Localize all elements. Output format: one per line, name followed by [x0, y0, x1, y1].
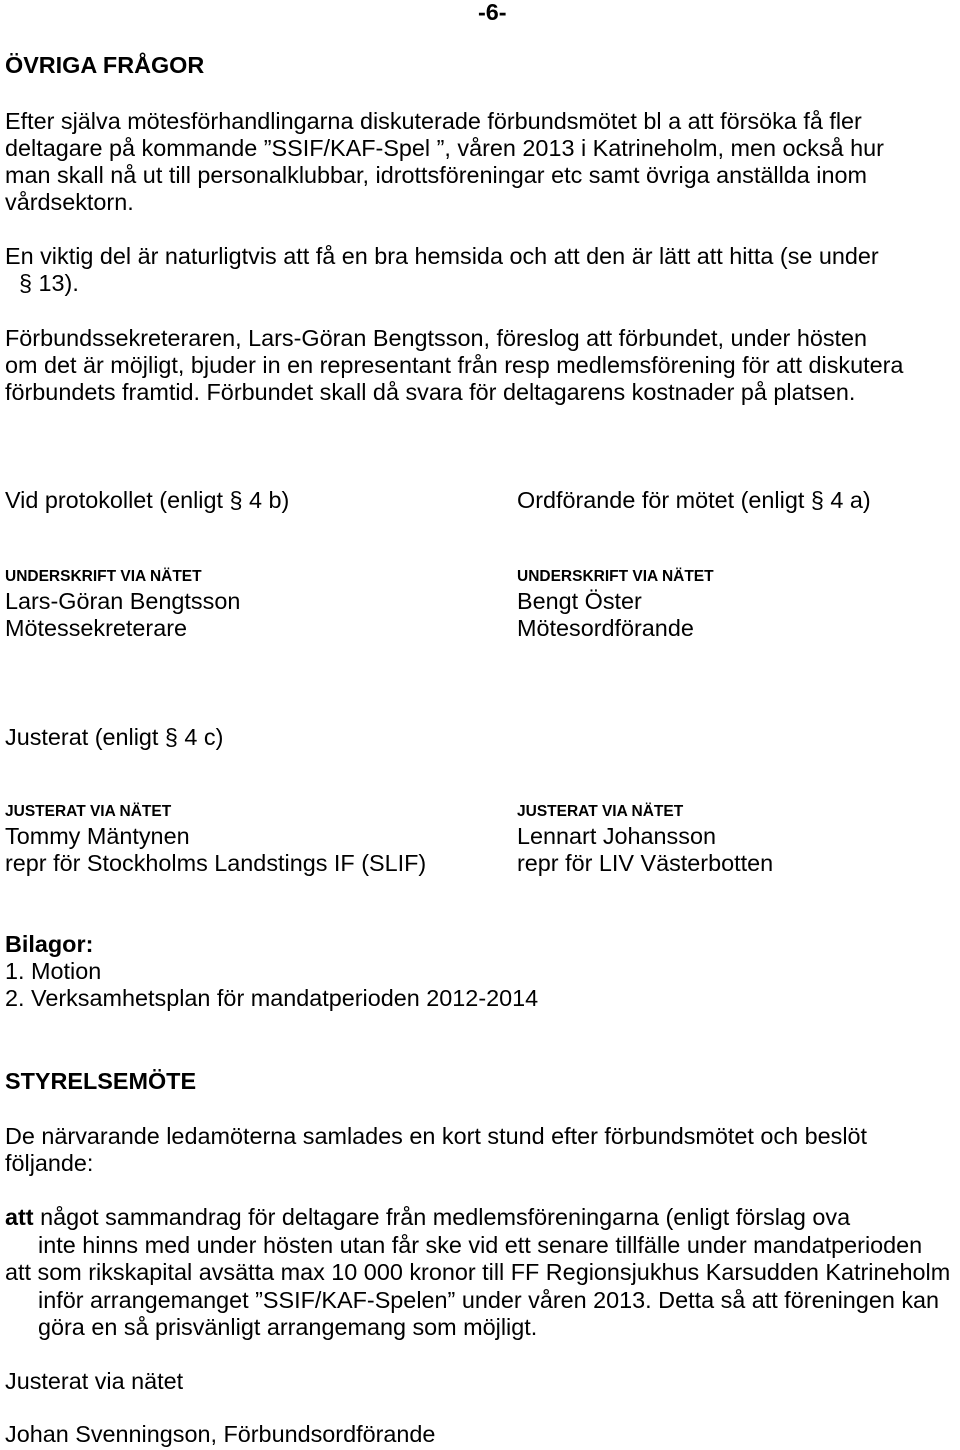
- attachments-heading: Bilagor:: [5, 931, 94, 957]
- signatory: Johan Svenningson, Förbundsordförande: [5, 1421, 436, 1447]
- decision-first-line: [5, 1204, 950, 1232]
- paragraph: [5, 243, 879, 297]
- paragraph-line: Efter själva mötesförhandlingarna diskuterade förbundsmötet bl a att försöka få fler: [5, 108, 862, 134]
- adjusted-note: Justerat via nätet: [5, 1368, 184, 1394]
- signature-label-chair: Ordförande för mötet (enligt § 4 a): [517, 487, 871, 513]
- decision-text: något sammandrag för deltagare från medlemsföreningarna (enligt förslag ova: [40, 1204, 851, 1230]
- adjuster-role: repr för Stockholms Landstings IF (SLIF): [5, 850, 427, 876]
- decision-continuation: inför arrangemanget ”SSIF/KAF-Spelen” under våren 2013. Detta så att föreningen kan: [38, 1286, 940, 1313]
- decision-list: [5, 1204, 950, 1342]
- paragraph: [5, 325, 903, 406]
- decision-item: [5, 1204, 950, 1259]
- attachments: [5, 931, 538, 1012]
- signature-block-chair: [517, 588, 694, 642]
- paragraph-line: om det är möjligt, bjuder in en representant från resp medlemsförening för att diskutera: [5, 352, 904, 378]
- board-intro: [5, 1123, 867, 1177]
- paragraph-line: deltagare på kommande ”SSIF/KAF-Spel ”, våren 2013 i Katrineholm, men också hur: [5, 135, 884, 161]
- paragraph-line: Förbundssekreteraren, Lars-Göran Bengtsson, föreslog att förbundet, under hösten: [5, 325, 868, 351]
- section-heading-other-questions: ÖVRIGA FRÅGOR: [5, 52, 205, 78]
- paragraph-line: följande:: [5, 1150, 94, 1176]
- decision-continuation: inte hinns med under hösten utan får ske vid ett senare tillfälle under mandatperioden: [38, 1231, 923, 1258]
- adjuster-name: Lennart Johansson: [517, 823, 716, 849]
- signature-block-protocol: [5, 588, 240, 642]
- signer-role: Mötesordförande: [517, 615, 694, 641]
- page-number: -6-: [478, 0, 507, 25]
- decision-keyword: att: [5, 1259, 32, 1285]
- section-heading-board-meeting: STYRELSEMÖTE: [5, 1068, 197, 1094]
- decision-keyword: att: [5, 1204, 34, 1230]
- signature-stamp: UNDERSKRIFT VIA NÄTET: [5, 568, 202, 585]
- adjuster-stamp: JUSTERAT VIA NÄTET: [5, 803, 172, 820]
- paragraph-line: En viktig del är naturligtvis att få en bra hemsida och att den är lätt att hitta (se under: [5, 243, 879, 269]
- adjustment-label: Justerat (enligt § 4 c): [5, 724, 224, 750]
- signer-role: Mötessekreterare: [5, 615, 187, 641]
- decision-text: som rikskapital avsätta max 10 000 kronor till FF Regionsjukhus Karsudden Katrineholm: [37, 1259, 951, 1285]
- decision-item: [5, 1259, 950, 1342]
- signer-name: Bengt Öster: [517, 588, 642, 614]
- paragraph-line: man skall nå ut till personalklubbar, idrottsföreningar etc samt övriga anställda inom: [5, 162, 867, 188]
- adjuster-stamp: JUSTERAT VIA NÄTET: [517, 803, 684, 820]
- adjuster-name: Tommy Mäntynen: [5, 823, 190, 849]
- signer-name: Lars-Göran Bengtsson: [5, 588, 241, 614]
- paragraph-line: De närvarande ledamöterna samlades en kort stund efter förbundsmötet och beslöt: [5, 1123, 868, 1149]
- signature-label-protocol: Vid protokollet (enligt § 4 b): [5, 487, 290, 513]
- attachment-item: 1. Motion: [5, 958, 102, 984]
- adjuster-block: [5, 823, 426, 877]
- paragraph-line: förbundets framtid. Förbundet skall då svara för deltagarens kostnader på platsen.: [5, 379, 856, 405]
- paragraph: [5, 108, 884, 216]
- decision-first-line: [5, 1259, 950, 1287]
- adjuster-block: [517, 823, 773, 877]
- paragraph-line: § 13).: [19, 270, 79, 296]
- attachment-item: 2. Verksamhetsplan för mandatperioden 2012-2014: [5, 985, 539, 1011]
- paragraph-line: vårdsektorn.: [5, 189, 134, 215]
- signature-stamp: UNDERSKRIFT VIA NÄTET: [517, 568, 714, 585]
- adjuster-role: repr för LIV Västerbotten: [517, 850, 774, 876]
- decision-continuation: göra en så prisvänligt arrangemang som möjligt.: [38, 1314, 538, 1340]
